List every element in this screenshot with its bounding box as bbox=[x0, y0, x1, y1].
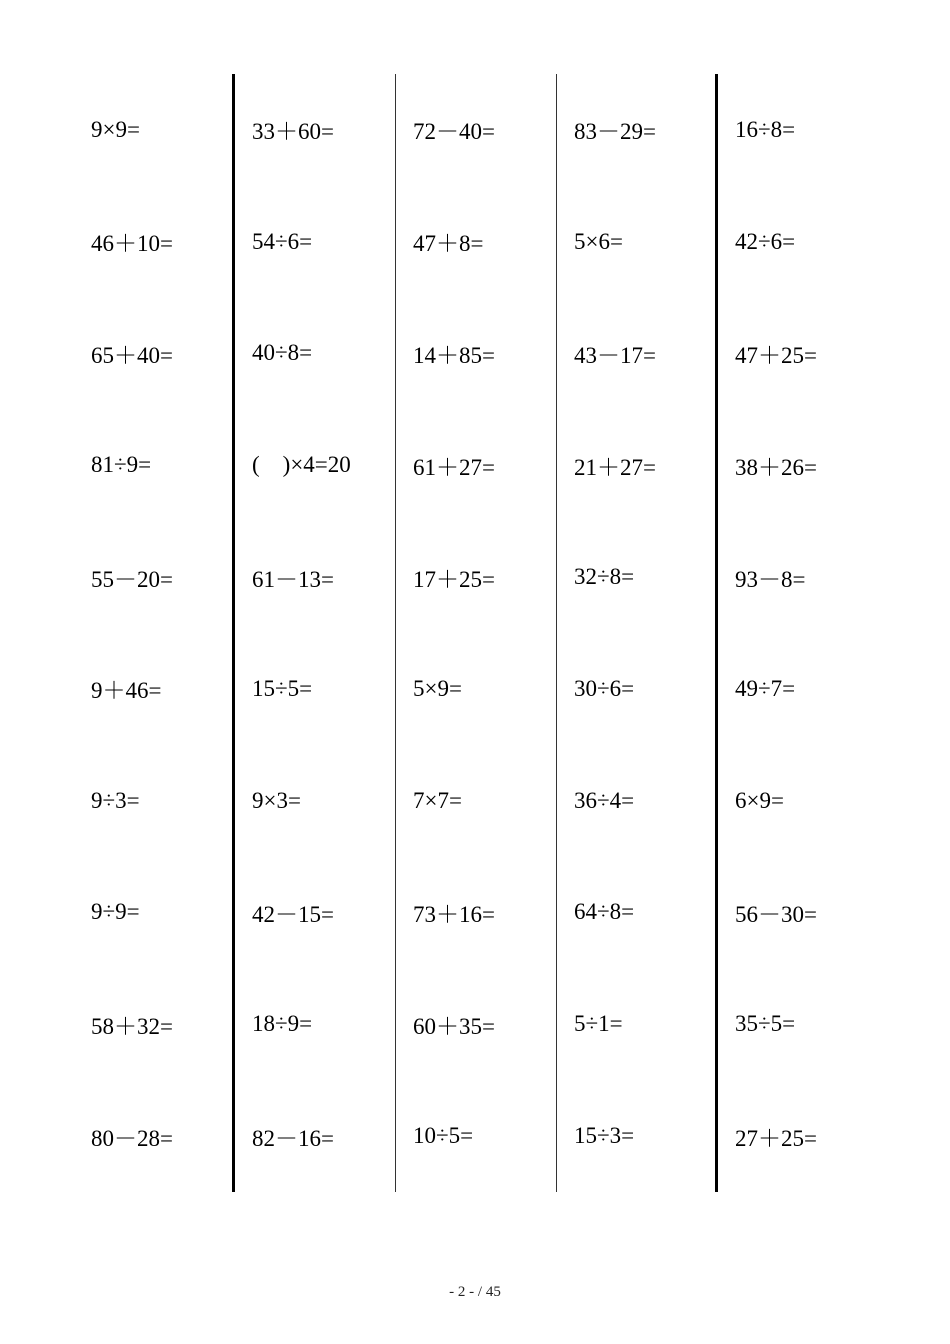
math-problem: 64÷8= bbox=[574, 899, 635, 925]
math-problem: 80－28= bbox=[91, 1125, 173, 1151]
math-problem: 21＋27= bbox=[574, 454, 656, 480]
math-problem: 65＋40= bbox=[91, 342, 173, 368]
math-problem: 35÷5= bbox=[735, 1011, 796, 1037]
math-problem: 30÷6= bbox=[574, 675, 635, 701]
math-problem: 82－16= bbox=[252, 1125, 334, 1151]
math-problem: 61＋27= bbox=[413, 454, 495, 480]
math-problem: 47＋8= bbox=[413, 231, 484, 257]
math-problem: 60＋35= bbox=[413, 1013, 495, 1039]
math-problem: 6×9= bbox=[735, 787, 784, 813]
math-problem: 93－8= bbox=[735, 566, 806, 592]
problem-column-5 bbox=[717, 74, 878, 1192]
math-problem: 40÷8= bbox=[252, 340, 313, 366]
math-problem: 18÷9= bbox=[252, 1011, 313, 1037]
problem-column-2 bbox=[234, 74, 395, 1192]
math-problem: 27＋25= bbox=[735, 1125, 817, 1151]
math-problem: 10÷5= bbox=[413, 1123, 474, 1149]
math-problem: 54÷6= bbox=[252, 228, 313, 254]
math-problem: 73＋16= bbox=[413, 901, 495, 927]
math-problem: 9＋46= bbox=[91, 678, 162, 704]
problem-column-3 bbox=[395, 74, 556, 1192]
worksheet-grid bbox=[73, 74, 877, 1192]
math-problem: 83－29= bbox=[574, 119, 656, 145]
math-problem: 17＋25= bbox=[413, 566, 495, 592]
math-problem: 9×3= bbox=[252, 787, 301, 813]
math-problem: 15÷5= bbox=[252, 675, 313, 701]
math-problem: 49÷7= bbox=[735, 675, 796, 701]
math-problem: 9÷3= bbox=[91, 787, 140, 813]
math-problem: 32÷8= bbox=[574, 564, 635, 590]
math-problem: 47＋25= bbox=[735, 342, 817, 368]
math-problem: 36÷4= bbox=[574, 787, 635, 813]
math-problem: 15÷3= bbox=[574, 1123, 635, 1149]
page-number: - 2 - / 45 bbox=[449, 1284, 501, 1300]
math-problem: 9÷9= bbox=[91, 899, 140, 925]
math-problem: 72－40= bbox=[413, 119, 495, 145]
math-problem: 5×9= bbox=[413, 675, 462, 701]
math-problem: 33＋60= bbox=[252, 119, 334, 145]
math-problem: 5×6= bbox=[574, 228, 623, 254]
math-problem: 46＋10= bbox=[91, 231, 173, 257]
math-problem: 42－15= bbox=[252, 901, 334, 927]
problem-column-1 bbox=[73, 74, 234, 1192]
math-problem: 14＋85= bbox=[413, 342, 495, 368]
math-problem: 9×9= bbox=[91, 116, 140, 142]
math-problem: 42÷6= bbox=[735, 228, 796, 254]
math-problem: 58＋32= bbox=[91, 1013, 173, 1039]
math-problem: 56－30= bbox=[735, 901, 817, 927]
math-problem: 38＋26= bbox=[735, 454, 817, 480]
math-problem: 7×7= bbox=[413, 787, 462, 813]
math-problem: ( )×4=20 bbox=[252, 452, 351, 478]
math-problem: 55－20= bbox=[91, 566, 173, 592]
math-problem: 16÷8= bbox=[735, 116, 796, 142]
math-problem: 61－13= bbox=[252, 566, 334, 592]
math-problem: 81÷9= bbox=[91, 452, 152, 478]
math-problem: 43－17= bbox=[574, 342, 656, 368]
problem-column-4 bbox=[556, 74, 717, 1192]
math-problem: 5÷1= bbox=[574, 1011, 623, 1037]
